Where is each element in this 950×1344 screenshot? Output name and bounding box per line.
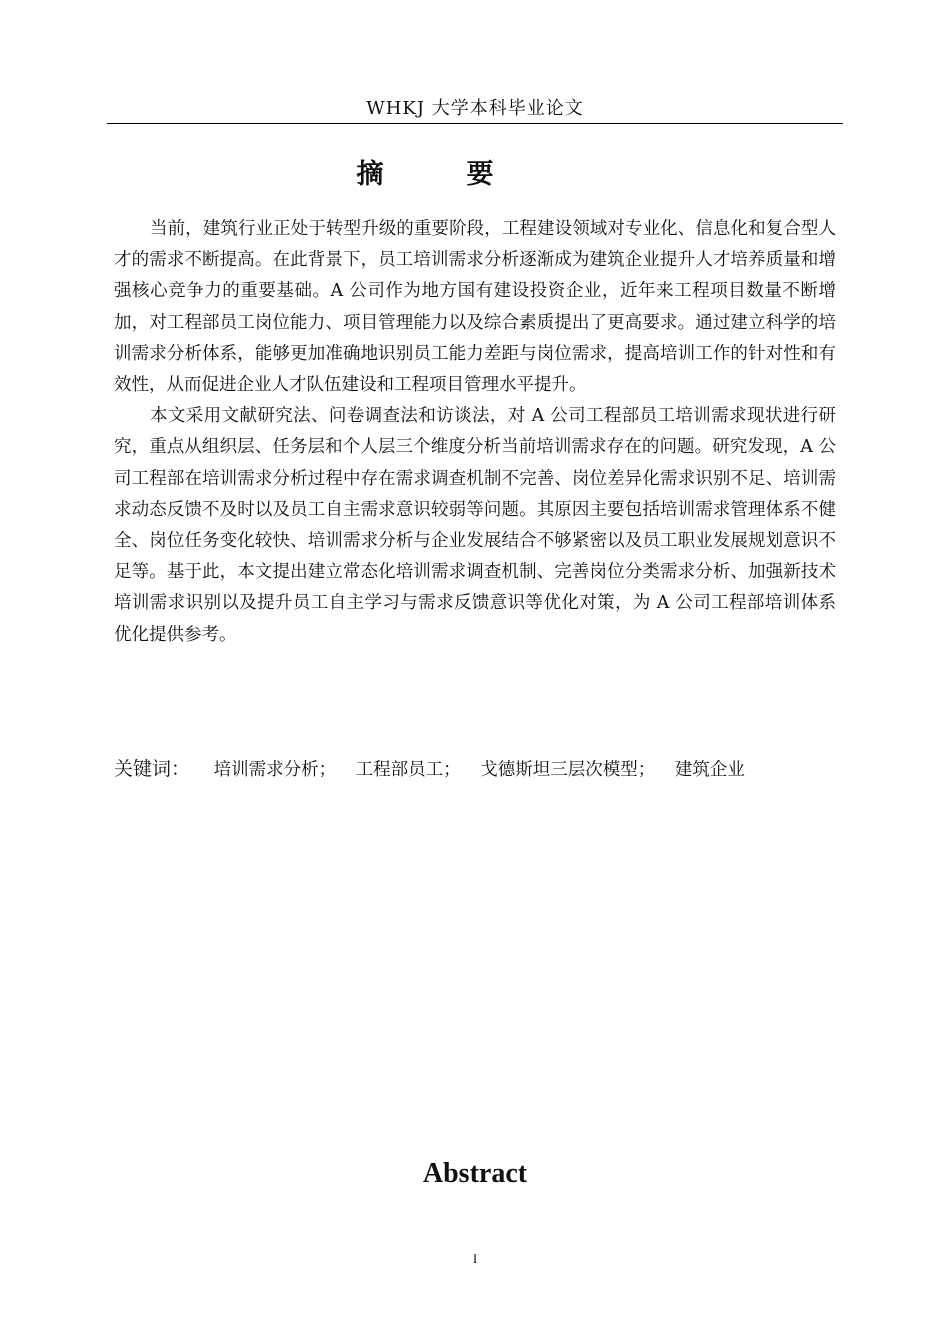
keywords-label: 关键词：: [114, 758, 191, 780]
keyword-item: 培训需求分析；: [213, 760, 337, 780]
abstract-paragraph-2: 本文采用文献研究法、问卷调查法和访谈法，对 A 公司工程部员工培训需求现状进行研究，重点从组织层、任务层和个人层三个维度分析当前培训需求存在的问题。研究发现，A 公司工程部在培训需求分析过程中存在需求调查机制不完善、岗位差异化需求识别不足、培训需求动态反馈不及时以及员工自主需求意识较弱等问题。其原因主要包括培训需求管理体系不健全、岗位任务变化较快、培训需求分析与企业发展结合不够紧密以及员工职业发展规划意识不足等。基于此，本文提出建立常态化培训需求调查机制、完善岗位分类需求分析、加强新技术培训需求识别以及提升员工自主学习与需求反馈意识等优化对策，为 A 公司工程部培训体系优化提供参考。: [114, 406, 836, 645]
running-header: WHKJ 大学本科毕业论文: [366, 98, 584, 119]
abstract-en-title: Abstract: [422, 1158, 528, 1189]
keyword-item: 戈德斯坦三层次模型；: [480, 760, 656, 780]
keywords-line: [114, 753, 759, 786]
abstract-cn-body: [114, 214, 836, 651]
header-rule: [107, 123, 843, 124]
abstract-cn-title: 摘 要: [356, 159, 522, 190]
keyword-item: 工程部员工；: [355, 760, 461, 780]
keyword-item: 建筑企业: [674, 760, 745, 780]
abstract-paragraph-1: 当前，建筑行业正处于转型升级的重要阶段，工程建设领域对专业化、信息化和复合型人才的需求不断提高。在此背景下，员工培训需求分析逐渐成为建筑企业提升人才培养质量和增强核心竞争力的重要基础。A 公司作为地方国有建设投资企业，近年来工程项目数量不断增加，对工程部员工岗位能力、项目管理能力以及综合素质提出了更高要求。通过建立科学的培训需求分析体系，能够更加准确地识别员工能力差距与岗位需求，提高培训工作的针对性和有效性，从而促进企业人才队伍建设和工程项目管理水平提升。: [114, 219, 836, 396]
page-number: I: [472, 1251, 478, 1266]
